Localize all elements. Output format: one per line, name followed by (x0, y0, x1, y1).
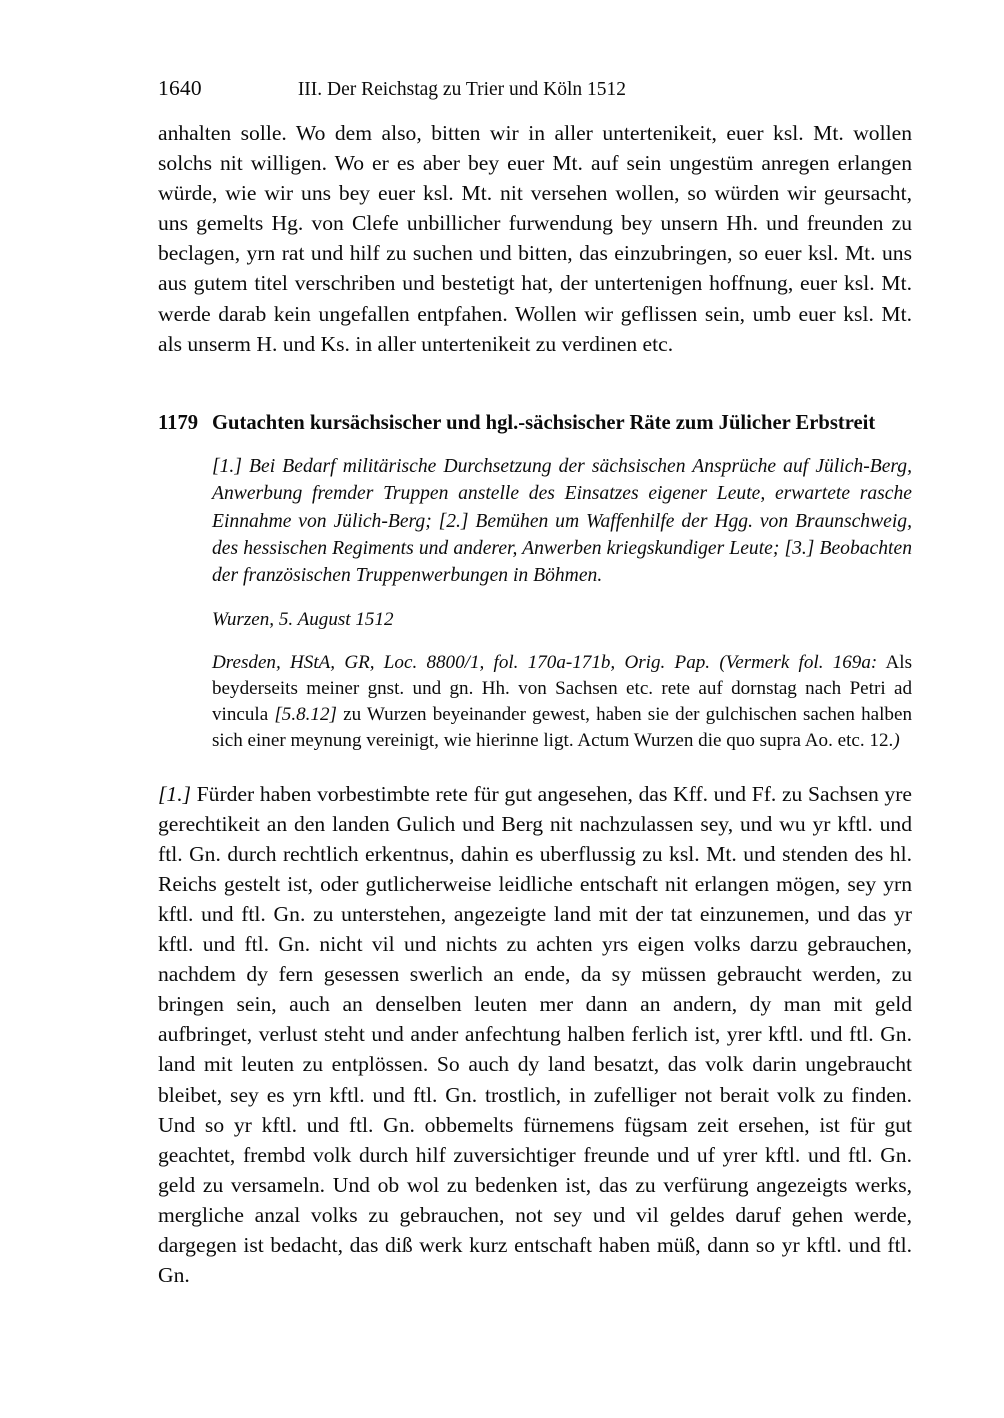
dateline: Wurzen, 5. August 1512 (212, 608, 394, 630)
apparatus-block (212, 453, 912, 755)
page-number: 1640 (158, 76, 202, 100)
vermerk-text-part2: zu Wurzen beyeinander gewest, haben sie der gulchischen sachen halben sich einer meynung vereinigt, wie hierinne ligt. Actum Wurzen die quo supra Ao. etc. 12. (212, 704, 912, 752)
text-column (158, 118, 912, 1290)
vermerk-date-note: [5.8.12] (274, 704, 337, 726)
archive-citation: Dresden, HStA, GR, Loc. 8800/1, fol. 170a-171b, Orig. Pap. (Vermerk fol. 169a: (212, 651, 878, 673)
document-paragraph (158, 779, 912, 1291)
running-head (158, 76, 912, 101)
section-number: 1179 (158, 411, 199, 434)
section-title: Gutachten kursächsischer und hgl.-sächsischer Räte zum Jülicher Erbstreit (212, 411, 876, 434)
vermerk-text-part1: Als beyderseits meiner gnst. und gn. Hh. von Sachsen etc. rete auf dornstag nach Petri ad vincula (212, 651, 912, 726)
opening-paragraph: anhalten solle. Wo dem also, bitten wir in aller untertenikeit, euer ksl. Mt. wollen solchs nit willigen. Wo er es aber bey euer Mt. auf sein ungestüm anregen erlangen würde, wie wir uns bey euer ksl. Mt. nit versehen wollen, so würden wir geursacht, uns gemelts Hg. von Clefe unbillicher furwendung bey unsern Hh. und freunden zu beclagen, yrn rat und hilf zu suchen und bitten, das einzubringen, so euer ksl. Mt. uns aus gutem titel verschriben und bestetigt hat, der untertenigen hoffnung, euer ksl. Mt. werde darab kein ungefallen entpfahen. Wollen wir geflissen sein, umb euer ksl. Mt. als unserm H. und Ks. in aller untertenikeit zu verdinen etc. (158, 121, 912, 356)
section-heading (158, 409, 912, 437)
document-body-text: Fürder haben vorbestimbte rete für gut angesehen, das Kff. und Ff. zu Sachsen yre gerechtikeit an den landen Gulich und Berg nit nachzulassen sey, und wu yr kftl. und ftl. Gn. durch rechtlich erkentnus, dahin es uberflussig zu ksl. Mt. und stenden des hl. Reichs gestelt ist, oder gutlicherweise leidliche entschaft nit erlangen mögen, sey yrn kftl. und ftl. Gn. zu unterstehen, angezeigte land mit der tat einzunemen, und das yr kftl. und ftl. Gn. nicht vil und nichts zu achten yrs eigen volks darzu gebrauchen, nachdem dy fern gesessen swerlich an ende, da sy müssen gebraucht werden, zu bringen sein, auch an denselben leuten mer dann an andern, dy man mit geld aufbringet, verlust steht und ander anfechtung halben ferlich ist, yrer kftl. und ftl. Gn. land mit leuten zu entplössen. So auch dy land besatzt, das volk darin ungebraucht bleibet, sey es yrn kftl. und ftl. Gn. trostlich, in zufelliger not berait volk zu finden. Und so yr kftl. und ftl. Gn. obbemelts fürnemens fügsam zeit ersehen, ist für gut geachtet, frembd volk durch hilf zuversichtiger freunde und uf yrer kftl. und ftl. Gn. geld zu versameln. Und ob wol zu bedenken ist, das zu verfürung angezeigts werks, mergliche anzal volks zu gebrauchen, not sey und vil geldes daruf gehen werde, dargegen ist bedacht, das diß werk kurz entschaft haben müß, dann so yr kftl. und ftl. Gn. (158, 781, 912, 1288)
paragraph-marker: [1.] (158, 781, 192, 806)
regest-summary: [1.] Bei Bedarf militärische Durchsetzung der sächsischen Ansprüche auf Jülich-Berg, Anwerbung fremder Truppen anstelle des Einsatzes eigener Leute, erwartete rasche Einnahme von Jülich-Berg; [2.] Bemühen um Waffenhilfe der Hgg. von Braunschweig, des hessischen Regiments und anderer, Anwerben kriegskundiger Leute; [3.] Beobachten der französischen Truppenwerbungen in Böhmen. (212, 455, 912, 587)
running-title: III. Der Reichstag zu Trier und Köln 1512 (297, 79, 627, 100)
vermerk-close-paren: ) (893, 730, 900, 752)
source-reference (212, 650, 912, 755)
